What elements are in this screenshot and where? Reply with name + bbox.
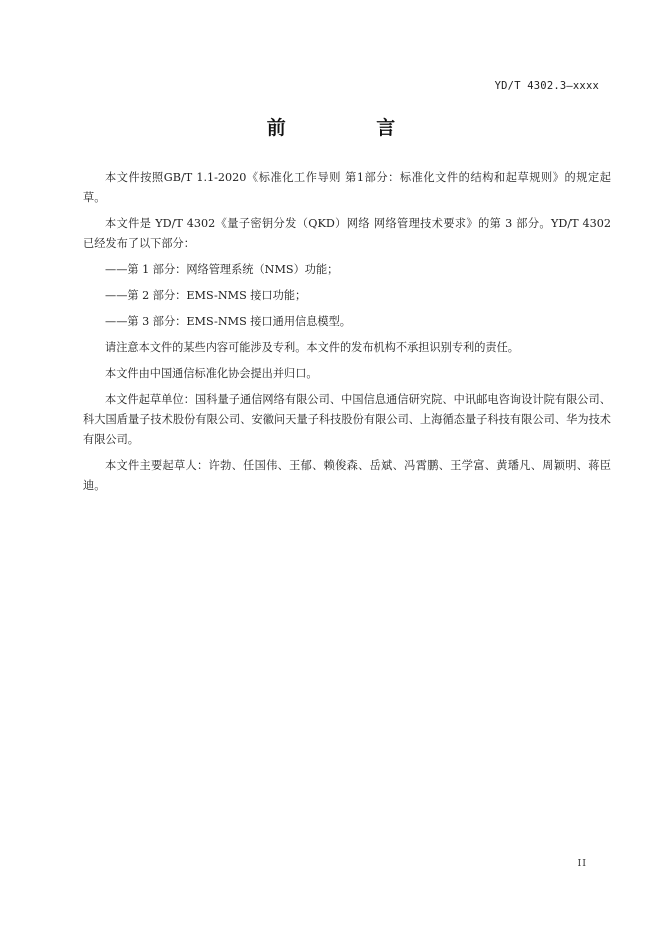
list-item: ——第 1 部分：网络管理系统（NMS）功能； bbox=[105, 263, 339, 276]
paragraph-proposer: 本文件由中国通信标准化协会提出并归口。 bbox=[105, 367, 318, 380]
page-title: 前 言 bbox=[266, 117, 438, 139]
foreword-body bbox=[83, 168, 611, 502]
paragraph-drafting-rules: 本文件按照GB/T 1.1-2020《标准化工作导则 第1部分：标准化文件的结构和起草规则》的规定起草。 bbox=[83, 171, 611, 204]
parts-list bbox=[83, 260, 611, 332]
paragraph-drafters: 本文件主要起草人：许勃、任国伟、王郁、赖俊森、岳斌、冯霄鹏、王学富、黄璠凡、周颖明、蒋臣迪。 bbox=[83, 459, 611, 492]
paragraph-series-intro: 本文件是 YD/T 4302《量子密钥分发（QKD）网络 网络管理技术要求》的第 3 部分。YD/T 4302 已经发布了以下部分： bbox=[83, 217, 611, 250]
list-item: ——第 2 部分：EMS-NMS 接口功能； bbox=[105, 289, 307, 302]
paragraph-drafting-organizations: 本文件起草单位：国科量子通信网络有限公司、中国信息通信研究院、中讯邮电咨询设计院有限公司、科大国盾量子技术股份有限公司、安徽问天量子科技股份有限公司、上海循态量子科技有限公司、华为技术有限公司。 bbox=[83, 393, 611, 446]
list-item: ——第 3 部分：EMS-NMS 接口通用信息模型。 bbox=[105, 315, 351, 328]
page-number: II bbox=[577, 858, 587, 869]
paragraph-patent-notice: 请注意本文件的某些内容可能涉及专利。本文件的发布机构不承担识别专利的责任。 bbox=[105, 341, 519, 354]
document-number: YD/T 4302.3—xxxx bbox=[494, 80, 599, 92]
